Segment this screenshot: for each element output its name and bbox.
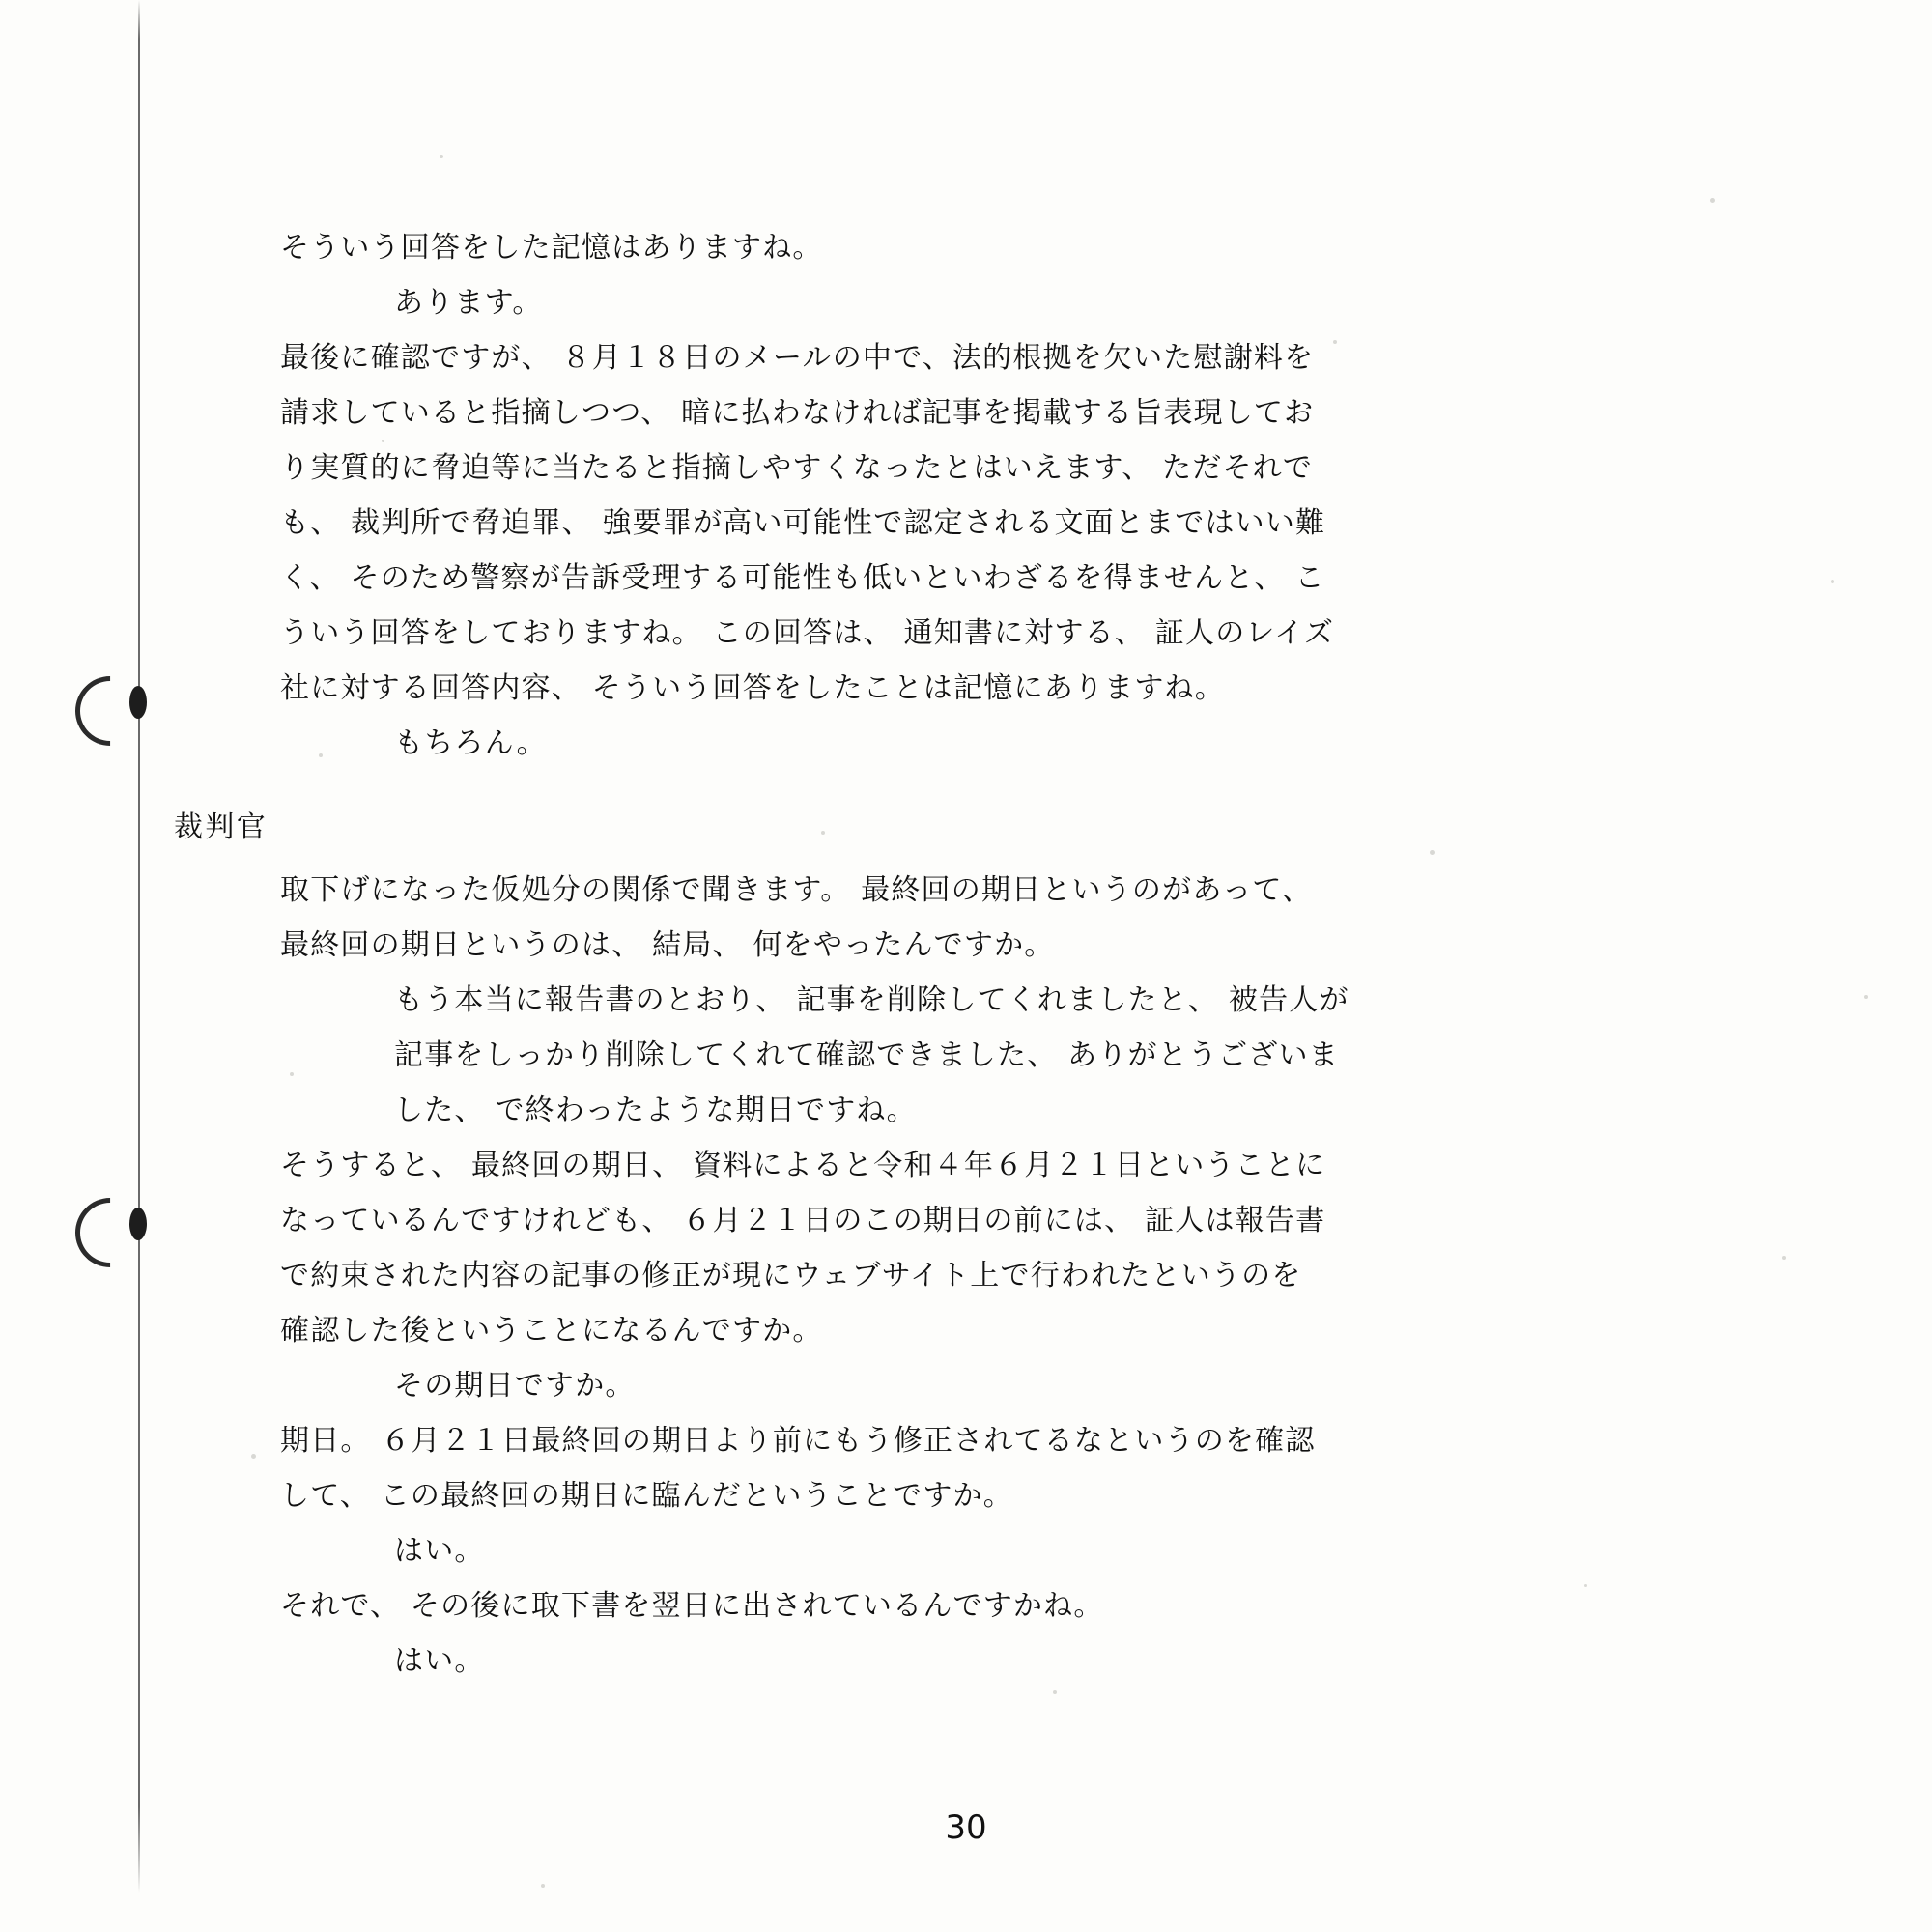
transcript-text xyxy=(174,220,1787,1689)
transcript-line: り実質的に脅迫等に当たると指摘しやすくなったとはいえます、 ただそれで xyxy=(280,451,1314,485)
speaker-label: 裁判官 xyxy=(174,810,269,844)
scan-speckle xyxy=(440,155,443,158)
transcript-line: あります。 xyxy=(394,286,543,320)
transcript-line: はい。 xyxy=(394,1534,485,1568)
transcript-line: 最終回の期日というのは、 結局、 何をやったんですか。 xyxy=(280,928,1055,962)
transcript-line: もちろん。 xyxy=(394,726,547,760)
punch-hole-mark-icon xyxy=(129,1208,147,1240)
scan-speckle xyxy=(1053,1690,1057,1694)
transcript-line: 取下げになった仮処分の関係で聞きます。 最終回の期日というのがあって、 xyxy=(280,873,1313,907)
transcript-line: 期日。 ６月２１日最終回の期日より前にもう修正されてるなというのを確認 xyxy=(280,1424,1316,1458)
transcript-line: く、 そのため警察が告訴受理する可能性も低いといわざるを得ませんと、 こ xyxy=(280,561,1325,595)
binding-line xyxy=(138,0,140,1932)
transcript-line: 記事をしっかり削除してくれて確認できました、 ありがとうございま xyxy=(394,1038,1339,1072)
transcript-line: 確認した後ということになるんですか。 xyxy=(280,1314,823,1348)
transcript-line: なっているんですけれども、 ６月２１日のこの期日の前には、 証人は報告書 xyxy=(280,1204,1326,1237)
transcript-line: それで、 その後に取下書を翌日に出されているんですかね。 xyxy=(280,1589,1104,1623)
transcript-line: した、 で終わったような期日ですね。 xyxy=(394,1094,917,1127)
transcript-line: 請求していると指摘しつつ、 暗に払わなければ記事を掲載する旨表現してお xyxy=(280,396,1315,430)
scan-speckle xyxy=(251,1454,256,1459)
punch-hole-mark-icon xyxy=(129,686,147,719)
transcript-line: 最後に確認ですが、 ８月１８日のメールの中で、法的根拠を欠いた慰謝料を xyxy=(280,341,1315,375)
transcript-line: はい。 xyxy=(394,1644,485,1678)
scan-speckle xyxy=(1831,580,1834,583)
scan-speckle xyxy=(1864,995,1868,999)
transcript-line: して、 この最終回の期日に臨んだということですか。 xyxy=(280,1479,1013,1513)
transcript-line: もう本当に報告書のとおり、 記事を削除してくれましたと、 被告人が xyxy=(394,983,1350,1017)
transcript-line: そうすると、 最終回の期日、 資料によると令和４年６月２１日ということに xyxy=(280,1149,1326,1182)
scan-speckle xyxy=(1710,198,1715,203)
transcript-line: そういう回答をした記憶はありますね。 xyxy=(280,231,823,265)
page-number: 30 xyxy=(945,1808,987,1847)
transcript-line: 社に対する回答内容、 そういう回答をしたことは記憶にありますね。 xyxy=(280,671,1225,705)
scan-speckle xyxy=(541,1884,545,1888)
transcript-line: も、 裁判所で脅迫罪、 強要罪が高い可能性で認定される文面とまではいい難 xyxy=(280,506,1326,540)
transcript-line: ういう回答をしておりますね。 この回答は、 通知書に対する、 証人のレイズ xyxy=(280,616,1335,650)
transcript-line: で約束された内容の記事の修正が現にウェブサイト上で行われたというのを xyxy=(280,1259,1302,1293)
transcript-line: その期日ですか。 xyxy=(394,1369,636,1403)
